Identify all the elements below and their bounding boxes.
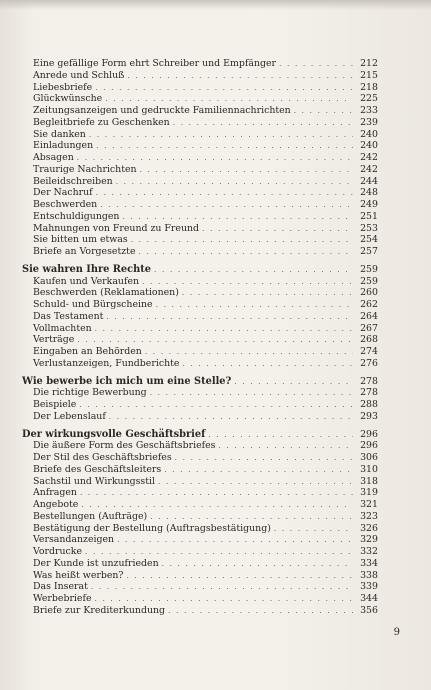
toc-entry-title: Der Nachruf [33, 187, 93, 199]
dot-leader [131, 234, 353, 246]
toc-entry [22, 605, 378, 617]
dot-leader [96, 140, 353, 152]
dot-leader [109, 411, 353, 423]
toc-entry-page: 329 [360, 534, 378, 546]
dot-leader [150, 511, 353, 523]
toc-section [22, 264, 378, 370]
toc-entry-page: 242 [360, 152, 378, 163]
toc-heading-title: Der wirkungsvolle Geschäftsbrief [22, 428, 206, 440]
toc-entry [22, 311, 378, 323]
toc-section [22, 58, 378, 258]
toc-entry [22, 246, 378, 258]
toc-entry-title: Der Kunde ist unzufrieden [33, 557, 159, 569]
toc-entry-page: 319 [360, 487, 378, 499]
dot-leader [77, 334, 353, 346]
toc-entry [22, 570, 378, 582]
toc-entry [22, 440, 378, 452]
dot-leader [117, 534, 353, 546]
toc-entry-title: Anfragen [33, 487, 77, 499]
toc-entry-title: Eingaben an Behörden [33, 346, 142, 357]
toc-heading-title: Sie wahren Ihre Rechte [22, 263, 152, 275]
toc-entry [22, 511, 378, 523]
toc-entry [22, 387, 378, 399]
toc-entry [22, 452, 378, 464]
toc-entry-title: Das Testament [33, 310, 104, 322]
toc-entry-page: 254 [360, 234, 378, 246]
toc-heading-page: 278 [360, 375, 378, 387]
toc-entry-page: 318 [360, 475, 378, 487]
toc-entry-title: Briefe zur Krediterkundung [33, 604, 166, 616]
toc-entry [22, 558, 378, 570]
toc-entry [22, 358, 378, 370]
toc-entry [22, 487, 378, 499]
toc-entry-page: 225 [360, 93, 378, 105]
dot-leader [150, 387, 353, 399]
toc-entry-page: 293 [360, 410, 378, 422]
dot-leader [218, 440, 353, 452]
dot-leader [208, 429, 353, 441]
dot-leader [95, 593, 354, 605]
toc-entry-page: 332 [360, 546, 378, 557]
toc-entry-page: 274 [360, 346, 378, 357]
toc-entry-title: Versandanzeigen [33, 534, 115, 546]
toc-entry [22, 464, 378, 476]
toc-entry-title: Der Lebenslauf [33, 410, 106, 422]
page-number: 9 [393, 627, 400, 638]
toc-entry-title: Bestätigung der Bestellung (Auftragsbestätigung) [33, 522, 271, 534]
dot-leader [294, 105, 353, 117]
toc-entry-page: 249 [360, 199, 378, 210]
toc-entry-title: Liebesbriefe [33, 81, 93, 93]
dot-leader [168, 605, 353, 617]
dot-leader [127, 70, 353, 82]
toc-entry-page: 268 [360, 334, 378, 346]
toc-entry [22, 323, 378, 335]
toc-entry [22, 234, 378, 246]
toc-entry-title: Die richtige Bewerbung [33, 387, 147, 399]
table-of-contents [22, 58, 378, 623]
dot-leader [106, 311, 353, 323]
toc-entry-title: Schuld- und Bürgscheine [33, 299, 153, 310]
toc-entry-page: 248 [360, 187, 378, 199]
toc-entry [22, 593, 378, 605]
toc-entry-page: 262 [360, 299, 378, 310]
dot-leader [182, 287, 353, 299]
toc-entry [22, 276, 378, 288]
toc-entry-page: 212 [360, 58, 378, 69]
dot-leader [158, 476, 353, 488]
toc-entry-page: 251 [360, 210, 378, 222]
toc-section-heading [22, 376, 378, 388]
toc-entry-title: Sie danken [33, 128, 86, 140]
dot-leader [116, 176, 353, 188]
toc-entry-title: Der Stil des Geschäftsbriefes [33, 452, 172, 463]
toc-entry-title: Angebote [33, 499, 79, 510]
toc-entry-page: 267 [360, 322, 378, 334]
dot-leader [182, 358, 353, 370]
toc-entry-title: Vollmachten [33, 322, 92, 334]
toc-entry-page: 253 [360, 222, 378, 234]
dot-leader [154, 264, 353, 276]
toc-entry [22, 211, 378, 223]
toc-entry [22, 93, 378, 105]
toc-entry-title: Anrede und Schluß [33, 69, 125, 81]
toc-entry [22, 140, 378, 152]
toc-entry-page: 276 [360, 357, 378, 369]
dot-leader [202, 223, 353, 235]
toc-entry-page: 242 [360, 163, 378, 175]
toc-entry-title: Glückwünsche [33, 93, 103, 105]
toc-entry-title: Begleitbriefe zu Geschenken [33, 116, 170, 128]
dot-leader [173, 117, 353, 129]
toc-entry-page: 259 [360, 275, 378, 287]
toc-entry [22, 581, 378, 593]
dot-leader [164, 464, 353, 476]
toc-entry-title: Das Inserat [33, 581, 88, 593]
dot-leader [91, 581, 353, 593]
toc-entry-title: Einladungen [33, 140, 94, 152]
toc-entry [22, 223, 378, 235]
toc-entry-page: 356 [360, 604, 378, 616]
toc-entry-title: Bestellungen (Aufträge) [33, 510, 148, 522]
dot-leader [81, 499, 353, 511]
toc-entry-page: 296 [360, 440, 378, 452]
toc-entry-page: 244 [360, 175, 378, 187]
dot-leader [100, 199, 353, 211]
toc-entry [22, 129, 378, 141]
dot-leader [145, 346, 353, 358]
dot-leader [77, 152, 353, 164]
toc-entry [22, 58, 378, 70]
toc-entry [22, 546, 378, 558]
toc-entry [22, 299, 378, 311]
toc-entry [22, 523, 378, 535]
dot-leader [96, 187, 353, 199]
dot-leader [175, 452, 353, 464]
toc-entry [22, 164, 378, 176]
toc-entry [22, 187, 378, 199]
toc-entry-page: 306 [360, 452, 378, 463]
toc-entry [22, 287, 378, 299]
toc-section-heading [22, 264, 378, 276]
toc-entry-title: Sie bitten um etwas [33, 234, 128, 246]
dot-leader [162, 558, 353, 570]
toc-entry-page: 334 [360, 557, 378, 569]
toc-entry-title: Beileidschreiben [33, 175, 113, 187]
toc-section [22, 429, 378, 617]
toc-heading-page: 259 [360, 263, 378, 275]
toc-heading-page: 296 [360, 428, 378, 440]
toc-entry-page: 344 [360, 593, 378, 604]
toc-entry [22, 82, 378, 94]
dot-leader [139, 246, 354, 258]
toc-entry-page: 239 [360, 116, 378, 128]
dot-leader [142, 276, 353, 288]
toc-entry [22, 476, 378, 488]
toc-entry-title: Eine gefällige Form ehrt Schreiber und Empfänger [33, 58, 277, 69]
dot-leader [274, 523, 353, 535]
dot-leader [89, 129, 353, 141]
toc-entry [22, 152, 378, 164]
toc-entry-page: 321 [360, 499, 378, 510]
toc-entry-page: 240 [360, 128, 378, 140]
toc-section-heading [22, 429, 378, 441]
toc-entry-page: 326 [360, 522, 378, 534]
toc-entry-title: Beschwerden (Reklamationen) [33, 287, 179, 299]
dot-leader [80, 487, 353, 499]
toc-entry-page: 260 [360, 287, 378, 299]
toc-entry-title: Mahnungen von Freund zu Freund [33, 222, 200, 234]
toc-entry-page: 240 [360, 140, 378, 152]
toc-entry-page: 233 [360, 105, 378, 116]
dot-leader [234, 376, 353, 388]
toc-entry [22, 334, 378, 346]
toc-entry-title: Traurige Nachrichten [33, 163, 137, 175]
toc-entry [22, 176, 378, 188]
toc-entry [22, 499, 378, 511]
dot-leader [85, 546, 353, 558]
toc-entry-title: Beispiele [33, 399, 77, 410]
toc-entry-title: Beschwerden [33, 199, 98, 210]
dot-leader [140, 164, 353, 176]
toc-entry-page: 310 [360, 463, 378, 475]
toc-heading-title: Wie bewerbe ich mich um eine Stelle? [22, 375, 232, 387]
toc-entry-page: 338 [360, 569, 378, 581]
page-top-shadow [0, 0, 431, 10]
toc-entry-title: Briefe an Vorgesetzte [33, 246, 136, 257]
toc-entry-title: Was heißt werben? [33, 569, 124, 581]
toc-entry [22, 105, 378, 117]
toc-entry-title: Verlustanzeigen, Fundberichte [33, 357, 180, 369]
toc-entry-title: Kaufen und Verkaufen [33, 275, 140, 287]
toc-entry-title: Verträge [33, 334, 75, 346]
dot-leader [79, 399, 353, 411]
toc-entry [22, 346, 378, 358]
dot-leader [95, 82, 353, 94]
toc-entry [22, 534, 378, 546]
toc-entry-title: Vordrucke [33, 546, 83, 557]
toc-entry-page: 215 [360, 69, 378, 81]
dot-leader [122, 211, 353, 223]
toc-entry-title: Zeitungsanzeigen und gedruckte Familiennachrichten [33, 105, 291, 116]
toc-entry [22, 117, 378, 129]
toc-entry-title: Werbebriefe [33, 593, 92, 604]
toc-entry [22, 399, 378, 411]
toc-entry-title: Absagen [33, 152, 74, 163]
toc-entry-page: 257 [360, 246, 378, 257]
toc-entry [22, 70, 378, 82]
dot-leader [95, 323, 353, 335]
toc-entry-page: 339 [360, 581, 378, 593]
dot-leader [105, 93, 353, 105]
toc-entry-page: 218 [360, 81, 378, 93]
toc-entry [22, 411, 378, 423]
dot-leader [126, 570, 353, 582]
toc-entry [22, 199, 378, 211]
toc-entry-page: 323 [360, 510, 378, 522]
toc-entry-title: Sachstil und Wirkungsstil [33, 475, 156, 487]
toc-section [22, 376, 378, 423]
dot-leader [279, 58, 353, 70]
toc-entry-title: Entschuldigungen [33, 210, 120, 222]
toc-entry-title: Die äußere Form des Geschäftsbriefes [33, 440, 216, 452]
toc-entry-page: 264 [360, 310, 378, 322]
toc-entry-title: Briefe des Geschäftsleiters [33, 463, 162, 475]
toc-entry-page: 278 [360, 387, 378, 399]
toc-entry-page: 288 [360, 399, 378, 410]
dot-leader [156, 299, 353, 311]
